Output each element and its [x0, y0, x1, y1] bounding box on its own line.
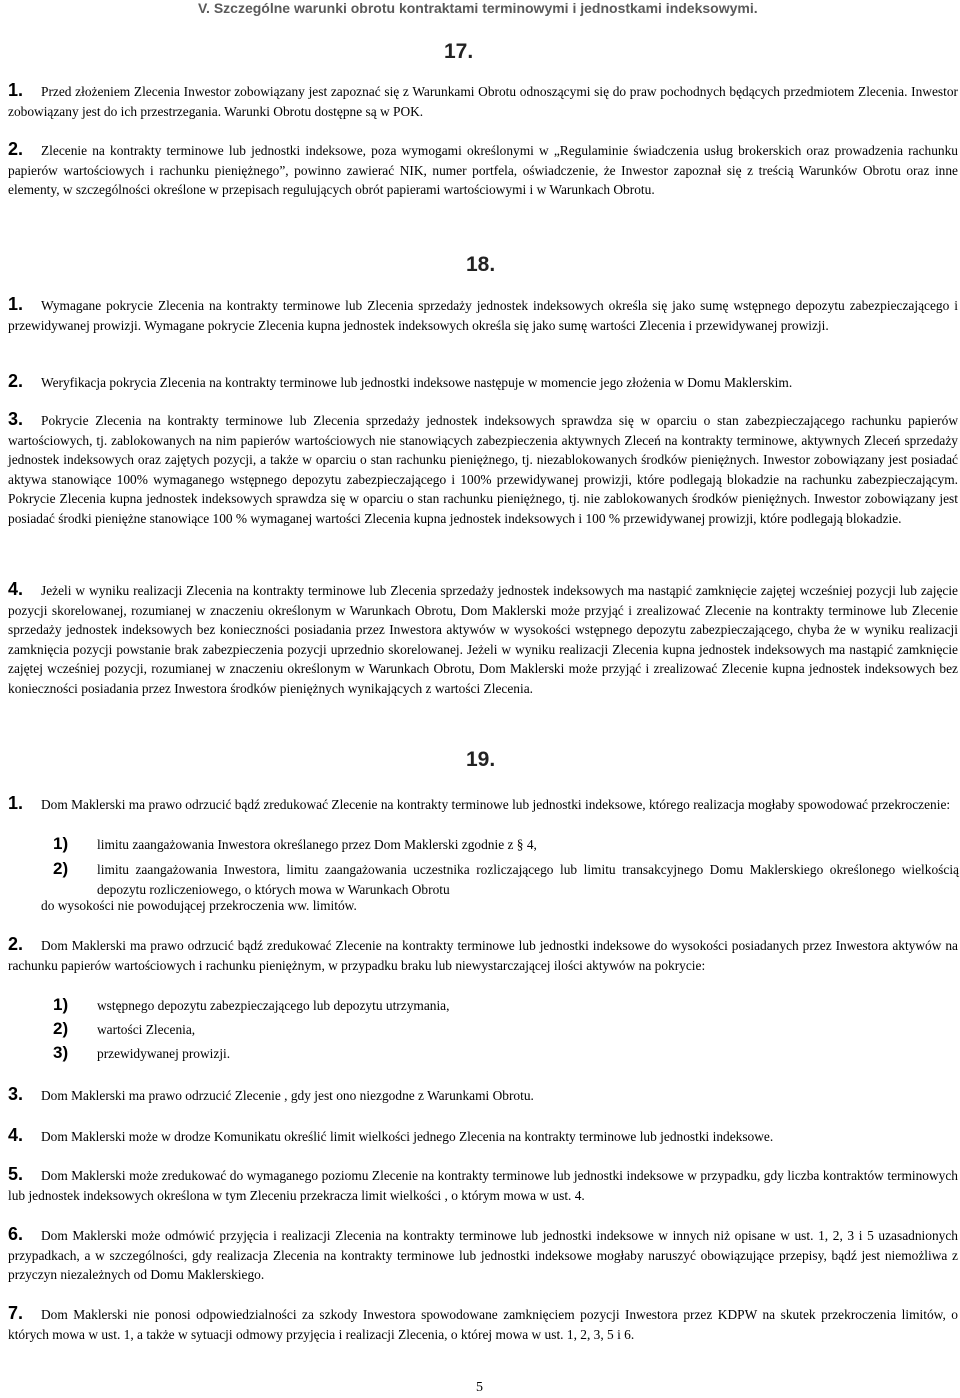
page-number: 5	[476, 1380, 483, 1395]
paragraph-text: Dom Maklerski ma prawo odrzucić bądź zredukować Zlecenie na kontrakty terminowe lub jednostki indeksowe, którego realizacja mogłaby spowodować przekroczenie:	[41, 797, 951, 812]
paragraph-text: Zlecenie na kontrakty terminowe lub jednostki indeksowe, poza wymogami określonymi w „Regulaminie świadczenia usług brokerskich oraz prowadzenia rachunku papierów wartościowych i rachunku pieniężnego”, powinno zawierać NIK, numer portfela, oświadczenie, że Inwestor zapoznał się z treścią Warunków Obrotu oraz inne elementy, w szczególności określone w przepisach regulujących obrót papierami wartościowymi i w Warunkach Obrotu.	[8, 143, 958, 197]
section-number-18: 18.	[466, 253, 496, 276]
paragraph-number: 5.	[8, 1164, 24, 1184]
s19-paragraph-3	[8, 1086, 958, 1106]
paragraph-number: 2.	[8, 934, 24, 954]
s17-paragraph-1	[8, 82, 958, 121]
item-text: wartości Zlecenia,	[97, 1022, 196, 1037]
item-number: 2)	[53, 859, 69, 878]
item-text: wstępnego depozytu zabezpieczającego lub depozytu utrzymania,	[97, 998, 450, 1013]
s19-p1-item-2	[53, 859, 959, 899]
paragraph-text: Dom Maklerski może w drodze Komunikatu określić limit wielkości jednego Zlecenia na kontrakty terminowe lub jednostki indeksowe.	[41, 1129, 774, 1144]
s18-paragraph-3	[8, 411, 958, 528]
s19-paragraph-4	[8, 1127, 958, 1147]
s19-paragraph-1	[8, 795, 958, 815]
s19-p2-item-1	[53, 995, 959, 1016]
paragraph-text: Dom Maklerski może odmówić przyjęcia i realizacji Zlecenia na kontrakty terminowe lub jednostki indeksowe w innych niż opisane w ust. 1, 2, 3 i 5 uzasadnionych przypadkach, a w szczególności, gdy realizacja Zlecenia na kontrakty terminowe lub jednostki indeksowe mogłaby naruszyć obowiązujące przepisy, bądź jest niemożliwa z przyczyn niezależnych od Domu Maklerskiego.	[8, 1228, 958, 1282]
paragraph-text: Weryfikacja pokrycia Zlecenia na kontrakty terminowe lub jednostki indeksowe następuje w momencie jego złożenia w Domu Maklerskim.	[41, 375, 793, 390]
s19-paragraph-5	[8, 1166, 958, 1205]
s19-p2-item-2	[53, 1019, 959, 1040]
paragraph-number: 4.	[8, 1125, 24, 1145]
paragraph-number: 3.	[8, 409, 24, 429]
paragraph-text: Dom Maklerski nie ponosi odpowiedzialności za szkody Inwestora spowodowane zamknięciem pozycji Inwestora przez KDPW na skutek przekroczenia limitów, o których mowa w ust. 1, a także w sytuacji odmowy przyjęcia i realizacji Zlecenia, o której mowa w ust. 1, 2, 3, 5 i 6.	[8, 1307, 958, 1342]
paragraph-text: Pokrycie Zlecenia na kontrakty terminowe lub Zlecenia sprzedaży jednostek indeksowych sprawdza się w oparciu o stan zabezpieczającego rachunku papierów wartościowych, tj. zablokowanych na nim papierów wartościowych nie stanowiących zabezpieczenia aktywnych Zleceń na kontrakty terminowe, aktywnych Zleceń sprzedaży jednostek indeksowych oraz zajętych pozycji, a także w oparciu o stan rachunku pieniężnego, tj. niezablokowanych środków pieniężnych. Inwestor zobowiązany jest posiadać aktywa stanowiące 100% wymaganego wstępnego depozytu zabezpieczającego i 100% przewidywanej prowizji, które podlegają blokadzie na rachunku zabezpieczającym. Pokrycie Zlecenia kupna jednostek indeksowych sprawdza się w oparciu o stan rachunku pieniężnego, tj. nie zablokowanych środków pieniężnych. Inwestor zobowiązany jest posiadać środki pieniężne stanowiące 100 % wymaganej wartości Zlecenia kupna jednostek indeksowych i 100 % przewidywanej prowizji, które podlegają blokadzie.	[8, 413, 958, 526]
s18-paragraph-4	[8, 581, 958, 698]
paragraph-text: Jeżeli w wyniku realizacji Zlecenia na kontrakty terminowe lub Zlecenia sprzedaży jednostek indeksowych ma nastąpić zamknięcie zajętej wcześniej pozycji lub zajęcie pozycji skorelowanej, rozumianej w znaczeniu określonym w Warunkach Obrotu, Dom Maklerski może przyjąć i zrealizować Zlecenie na kontrakty terminowe lub Zlecenie sprzedaży jednostek indeksowych bez konieczności posiadania przez Inwestora aktywów w wysokości wstępnego depozytu zabezpieczającego, chyba że w wyniku realizacji zamknięcia pozycji powstanie brak zabezpieczenia pozycji uprzednio skorelowanej. Jeżeli w wyniku realizacji Zlecenia kupna jednostek indeksowych ma nastąpić zamknięcie zajętej wcześniej pozycji, rozumianej w znaczeniu określonym w Warunkach Obrotu, Dom Maklerski może przyjąć i zrealizować Zlecenie kupna jednostek indeksowych bez konieczności posiadania przez Inwestora środków pieniężnych wynikających z wartości Zlecenia.	[8, 583, 958, 696]
item-text: przewidywanej prowizji.	[97, 1046, 231, 1061]
paragraph-text: Dom Maklerski może zredukować do wymaganego poziomu Zlecenie na kontrakty terminowe lub jednostki indeksowe w przypadku, gdy liczba kontraktów terminowych lub jednostek indeksowych określona w tym Zleceniu przekracza limit wielkości , o którym mowa w ust. 4.	[8, 1168, 958, 1203]
paragraph-text: Dom Maklerski ma prawo odrzucić Zlecenie , gdy jest ono niezgodne z Warunkami Obrotu.	[41, 1088, 534, 1103]
paragraph-number: 1.	[8, 294, 24, 314]
paragraph-text: Wymagane pokrycie Zlecenia na kontrakty terminowe lub Zlecenia sprzedaży jednostek indeksowych określa się jako sumę wstępnego depozytu zabezpieczającego i przewidywanej prowizji. Wymagane pokrycie Zlecenia kupna jednostek indeksowych określa się jako sumę wartości Zlecenia i przewidywanej prowizji.	[8, 298, 958, 333]
paragraph-number: 4.	[8, 579, 24, 599]
s19-p2-item-3	[53, 1043, 959, 1064]
paragraph-text: Dom Maklerski ma prawo odrzucić bądź zredukować Zlecenie na kontrakty terminowe lub jednostki indeksowe do wysokości posiadanych przez Inwestora aktywów na rachunku papierów wartościowych i rachunku pieniężnym, w przypadku braku lub niewystarczającej ilości aktywów na pokrycie:	[8, 938, 958, 973]
item-text: limitu zaangażowania Inwestora określanego przez Dom Maklerski zgodnie z § 4,	[97, 837, 537, 852]
section-number-17: 17.	[444, 40, 474, 63]
paragraph-text: Przed złożeniem Zlecenia Inwestor zobowiązany jest zapoznać się z Warunkami Obrotu odnoszącymi się do praw pochodnych będących przedmiotem Zlecenia. Inwestor zobowiązany jest do ich przestrzegania. Warunki Obrotu dostępne są w POK.	[8, 84, 958, 119]
item-text: limitu zaangażowania Inwestora, limitu zaangażowania uczestnika rozliczającego lub limitu transakcyjnego Domu Maklerskiego określonego wielkością depozytu rozliczeniowego, o których mowa w Warunkach Obrotu	[97, 862, 959, 897]
paragraph-number: 3.	[8, 1084, 24, 1104]
s18-paragraph-1	[8, 296, 958, 335]
paragraph-number: 1.	[8, 793, 24, 813]
paragraph-number: 1.	[8, 80, 24, 100]
s19-p1-item-1	[53, 834, 959, 855]
item-number: 1)	[53, 995, 69, 1014]
s17-paragraph-2	[8, 141, 958, 200]
s19-paragraph-6	[8, 1226, 958, 1285]
paragraph-number: 2.	[8, 139, 24, 159]
paragraph-number: 2.	[8, 371, 24, 391]
item-number: 2)	[53, 1019, 69, 1038]
s19-paragraph-7	[8, 1305, 958, 1344]
s19-p1-closing: do wysokości nie powodującej przekroczenia ww. limitów.	[41, 898, 357, 913]
paragraph-number: 6.	[8, 1224, 24, 1244]
s18-paragraph-2	[8, 373, 958, 393]
s19-paragraph-2	[8, 936, 958, 975]
item-number: 1)	[53, 834, 69, 853]
chapter-heading: V. Szczególne warunki obrotu kontraktami terminowymi i jednostkami indeksowymi.	[198, 0, 758, 16]
section-number-19: 19.	[466, 748, 496, 771]
paragraph-number: 7.	[8, 1303, 24, 1323]
item-number: 3)	[53, 1043, 69, 1062]
